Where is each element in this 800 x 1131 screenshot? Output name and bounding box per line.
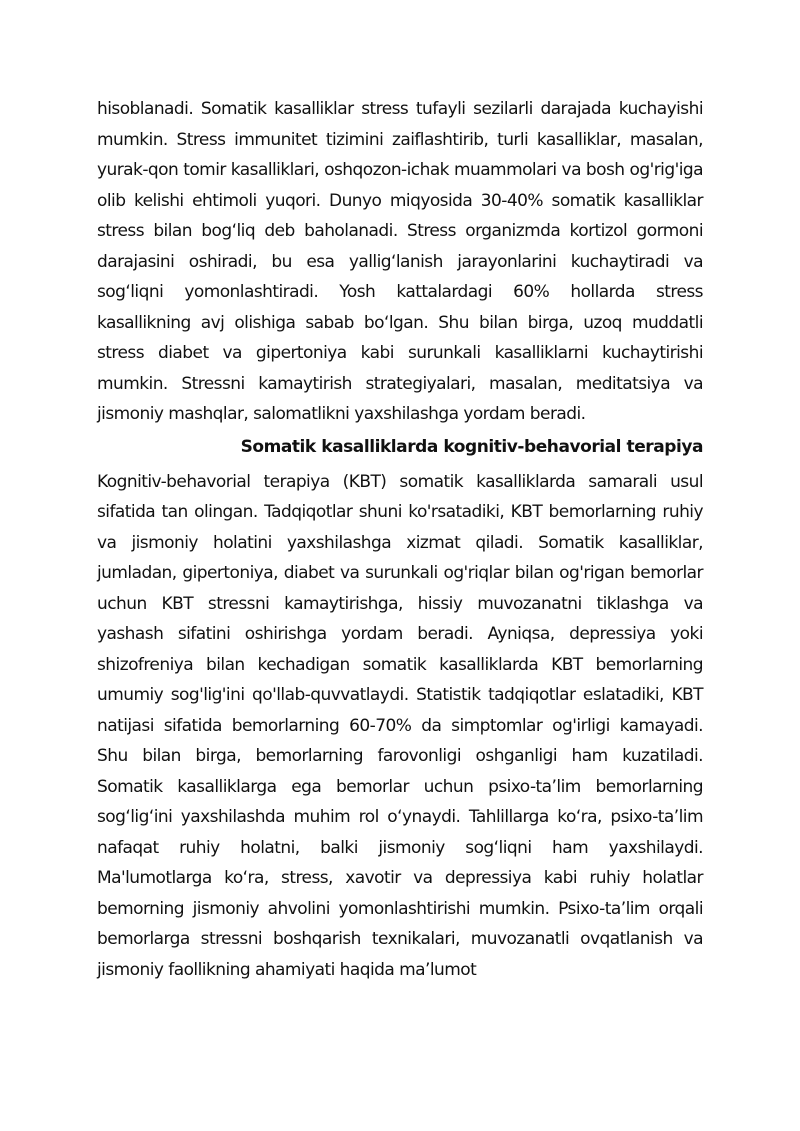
document-page (97, 94, 703, 985)
body-paragraph-stress: hisoblanadi. Somatik kasalliklar stress tufayli sezilarli darajada kuchayishi mumkin. Stress immunitet tizimini zaiflashtirib, turli kasalliklar, masalan, yurak-qon tomir kasalliklari, oshqozon-ichak muammolari va bosh og'rig'iga olib kelishi ehtimoli yuqori. Dunyo miqyosida 30-40% somatik kasalliklar stress bilan bog‘liq deb baholanadi. Stress organizmda kortizol gormoni darajasini oshiradi, bu esa yallig‘lanish jarayonlarini kuchaytiradi va sog‘liqni yomonlashtiradi. Yosh kattalardagi 60% hollarda stress kasallikning avj olishiga sabab bo‘lgan. Shu bilan birga, uzoq muddatli stress diabet va gipertoniya kabi surunkali kasalliklarni kuchaytirishi mumkin. Stressni kamaytirish strategiyalari, masalan, meditatsiya va jismoniy mashqlar, salomatlikni yaxshilashga yordam beradi. (97, 99, 703, 424)
section-heading: Somatik kasalliklarda kognitiv-behavorial terapiya (240, 436, 703, 457)
body-paragraph-kbt: Kognitiv-behavorial terapiya (KBT) somatik kasalliklarda samarali usul sifatida tan olingan. Tadqiqotlar shuni ko'rsatadiki, KBT bemorlarning ruhiy va jismoniy holatini yaxshilashga xizmat qiladi. Somatik kasalliklar, jumladan, gipertoniya, diabet va surunkali og'riqlar bilan og'rigan bemorlar uchun KBT stressni kamaytirishga, hissiy muvozanatni tiklashga va yashash sifatini oshirishga yordam beradi. Ayniqsa, depressiya yoki shizofreniya bilan kechadigan somatik kasalliklarda KBT bemorlarning umumiy sog'lig'ini qo'llab-quvvatlaydi. Statistik tadqiqotlar eslatadiki, KBT natijasi sifatida bemorlarning 60-70% da simptomlar og'irligi kamayadi. Shu bilan birga, bemorlarning farovonligi oshganligi ham kuzatiladi. Somatik kasalliklarga ega bemorlar uchun psixo-ta’lim bemorlarning sog‘lig‘ini yaxshilashda muhim rol o‘ynaydi. Tahlillarga ko‘ra, psixo-ta’lim nafaqat ruhiy holatni, balki jismoniy sog‘liqni ham yaxshilaydi. Ma'lumotlarga ko‘ra, stress, xavotir va depressiya kabi ruhiy holatlar bemorning jismoniy ahvolini yomonlashtirishi mumkin. Psixo-ta’lim orqali bemorlarga stressni boshqarish texnikalari, muvozanatli ovqatlanish va jismoniy faollikning ahamiyati haqida ma’lumot (97, 471, 703, 980)
